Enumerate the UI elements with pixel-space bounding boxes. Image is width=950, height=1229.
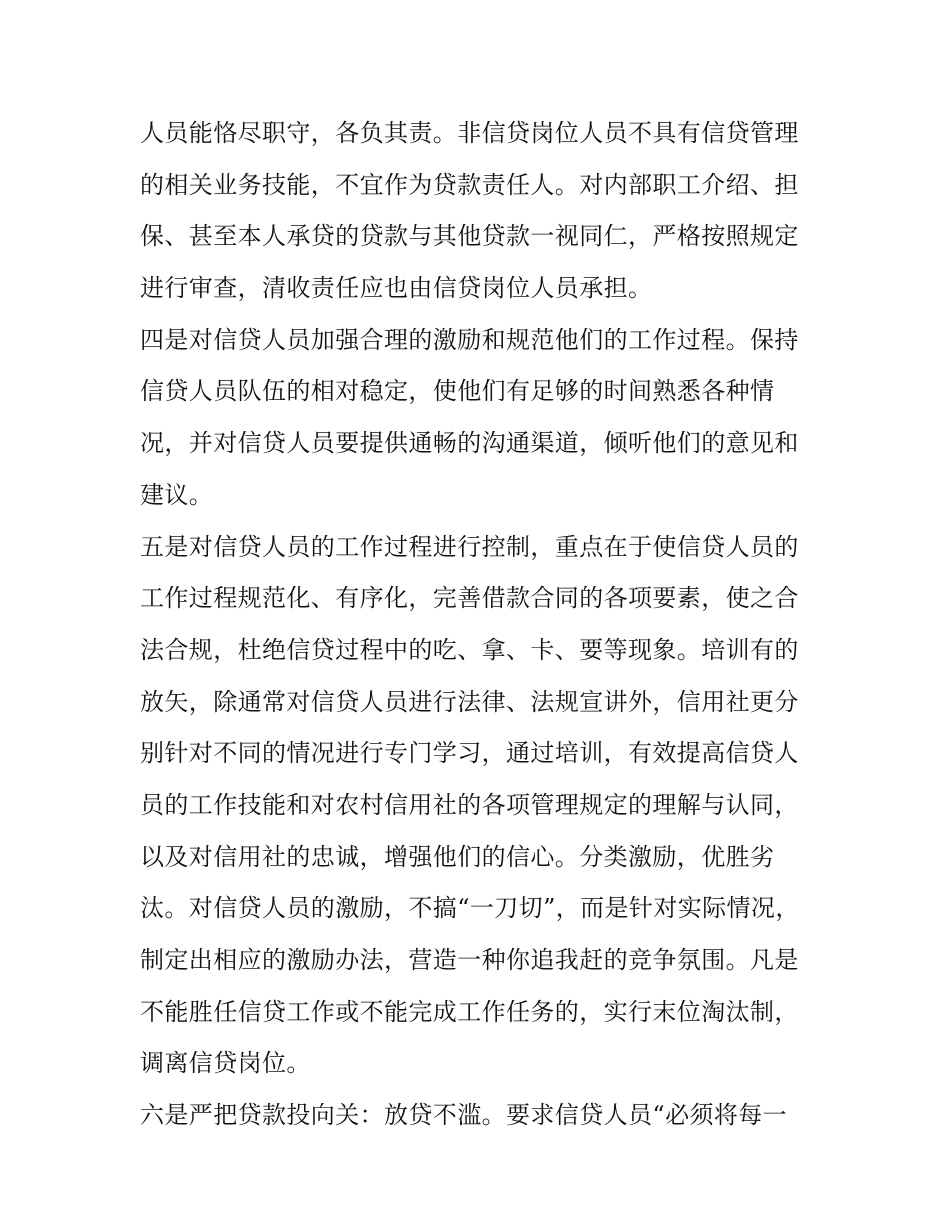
text-line: 不能胜任信贷工作或不能完成工作任务的，实行末位淘汰制，	[140, 997, 799, 1026]
text-line: 建议。	[140, 480, 214, 509]
text-line: 别针对不同的情况进行专门学习，通过培训，有效提高信贷人	[140, 739, 799, 768]
text-line: 的相关业务技能，不宜作为贷款责任人。对内部职工介绍、担	[140, 170, 799, 199]
text-line: 信贷人员队伍的相对稳定，使他们有足够的时间熟悉各种情	[140, 377, 775, 406]
text-line: 以及对信用社的忠诚，增强他们的信心。分类激励，优胜劣	[140, 842, 775, 871]
text-line: 放矢，除通常对信贷人员进行法律、法规宣讲外，信用社更分	[140, 687, 799, 716]
text-line: 四是对信贷人员加强合理的激励和规范他们的工作过程。保持	[140, 325, 799, 354]
text-line: 制定出相应的激励办法，营造一种你追我赶的竞争氛围。凡是	[140, 946, 799, 974]
text-line: 人员能恪尽职守，各负其责。非信贷岗位人员不具有信贷管理	[140, 119, 799, 147]
text-line: 五是对信贷人员的工作过程进行控制，重点在于使信贷人员的	[140, 532, 799, 561]
text-line: 保、甚至本人承贷的贷款与其他贷款一视同仁，严格按照规定	[140, 222, 799, 251]
text-line: 进行审查，清收责任应也由信贷岗位人员承担。	[140, 274, 653, 303]
text-line: 调离信贷岗位。	[140, 1049, 311, 1078]
text-line: 员的工作技能和对农村信用社的各项管理规定的理解与认同，	[140, 790, 799, 819]
text-line: 六是严把贷款投向关：放贷不滥。要求信贷人员“必须将每一	[140, 1101, 788, 1130]
text-line: 工作过程规范化、有序化，完善借款合同的各项要素，使之合	[140, 584, 799, 613]
document-body	[140, 108, 812, 1142]
text-line: 汰。对信贷人员的激励，不搞“一刀切”，而是针对实际情况，	[140, 894, 800, 923]
text-line: 法合规，杜绝信贷过程中的吃、拿、卡、要等现象。培训有的	[140, 635, 799, 664]
text-line: 况，并对信贷人员要提供通畅的沟通渠道，倾听他们的意见和	[140, 429, 799, 458]
